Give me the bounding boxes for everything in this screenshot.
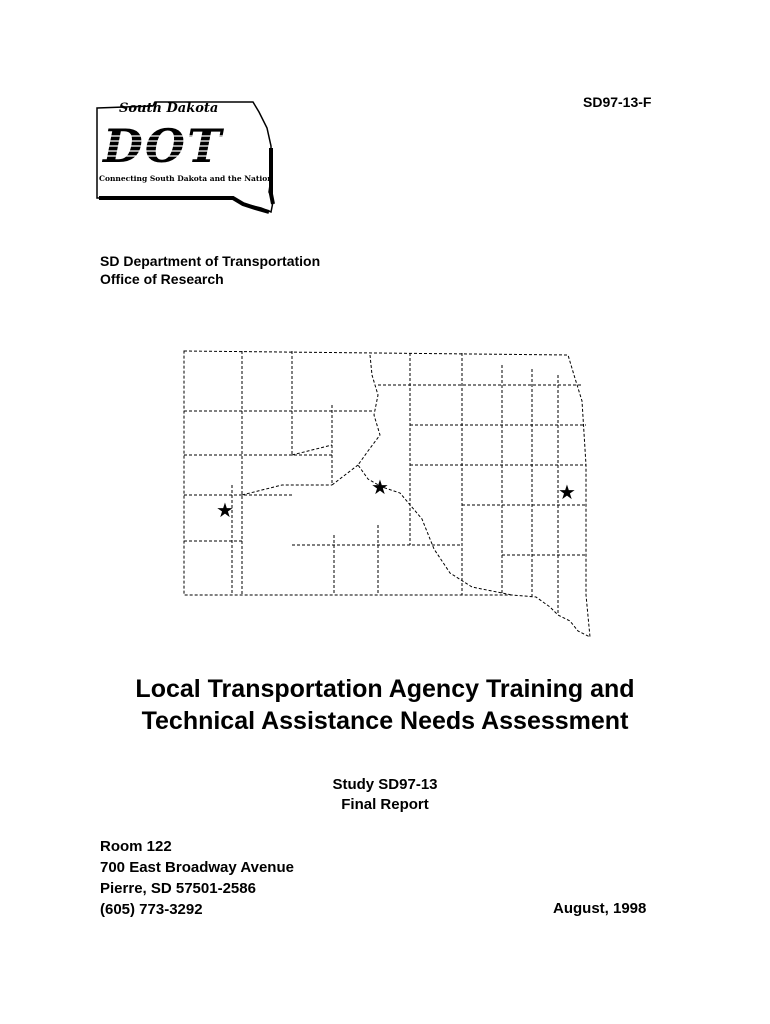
logo-tagline: Connecting South Dakota and the Nation [99,174,273,183]
address-room: Room 122 [100,838,172,855]
star-icon: ★ [216,498,234,522]
address-street: 700 East Broadway Avenue [100,859,294,876]
map-graphic [172,345,592,645]
title-line-1: Local Transportation Agency Training and [135,675,635,703]
office-name: Office of Research [100,271,224,287]
address-block [100,836,294,920]
report-number: SD97-13-F [583,94,652,110]
address-phone: (605) 773-3292 [100,901,203,918]
logo-graphic [93,94,275,216]
logo-script-text: South Dakota [119,101,219,116]
report-date: August, 1998 [553,900,647,917]
sddot-logo [93,94,275,216]
star-icon: ★ [371,475,389,499]
study-info [0,775,770,815]
title-line-2: Technical Assistance Needs Assessment [141,707,629,735]
report-type: Final Report [341,796,429,813]
address-city: Pierre, SD 57501-2586 [100,880,256,897]
star-icon: ★ [558,480,576,504]
logo-wordmark: DOT [103,119,224,173]
department-name: SD Department of Transportation [100,253,321,269]
report-title [0,673,770,737]
study-number: Study SD97-13 [332,776,438,793]
department-block [100,252,320,288]
south-dakota-county-map [172,345,592,645]
